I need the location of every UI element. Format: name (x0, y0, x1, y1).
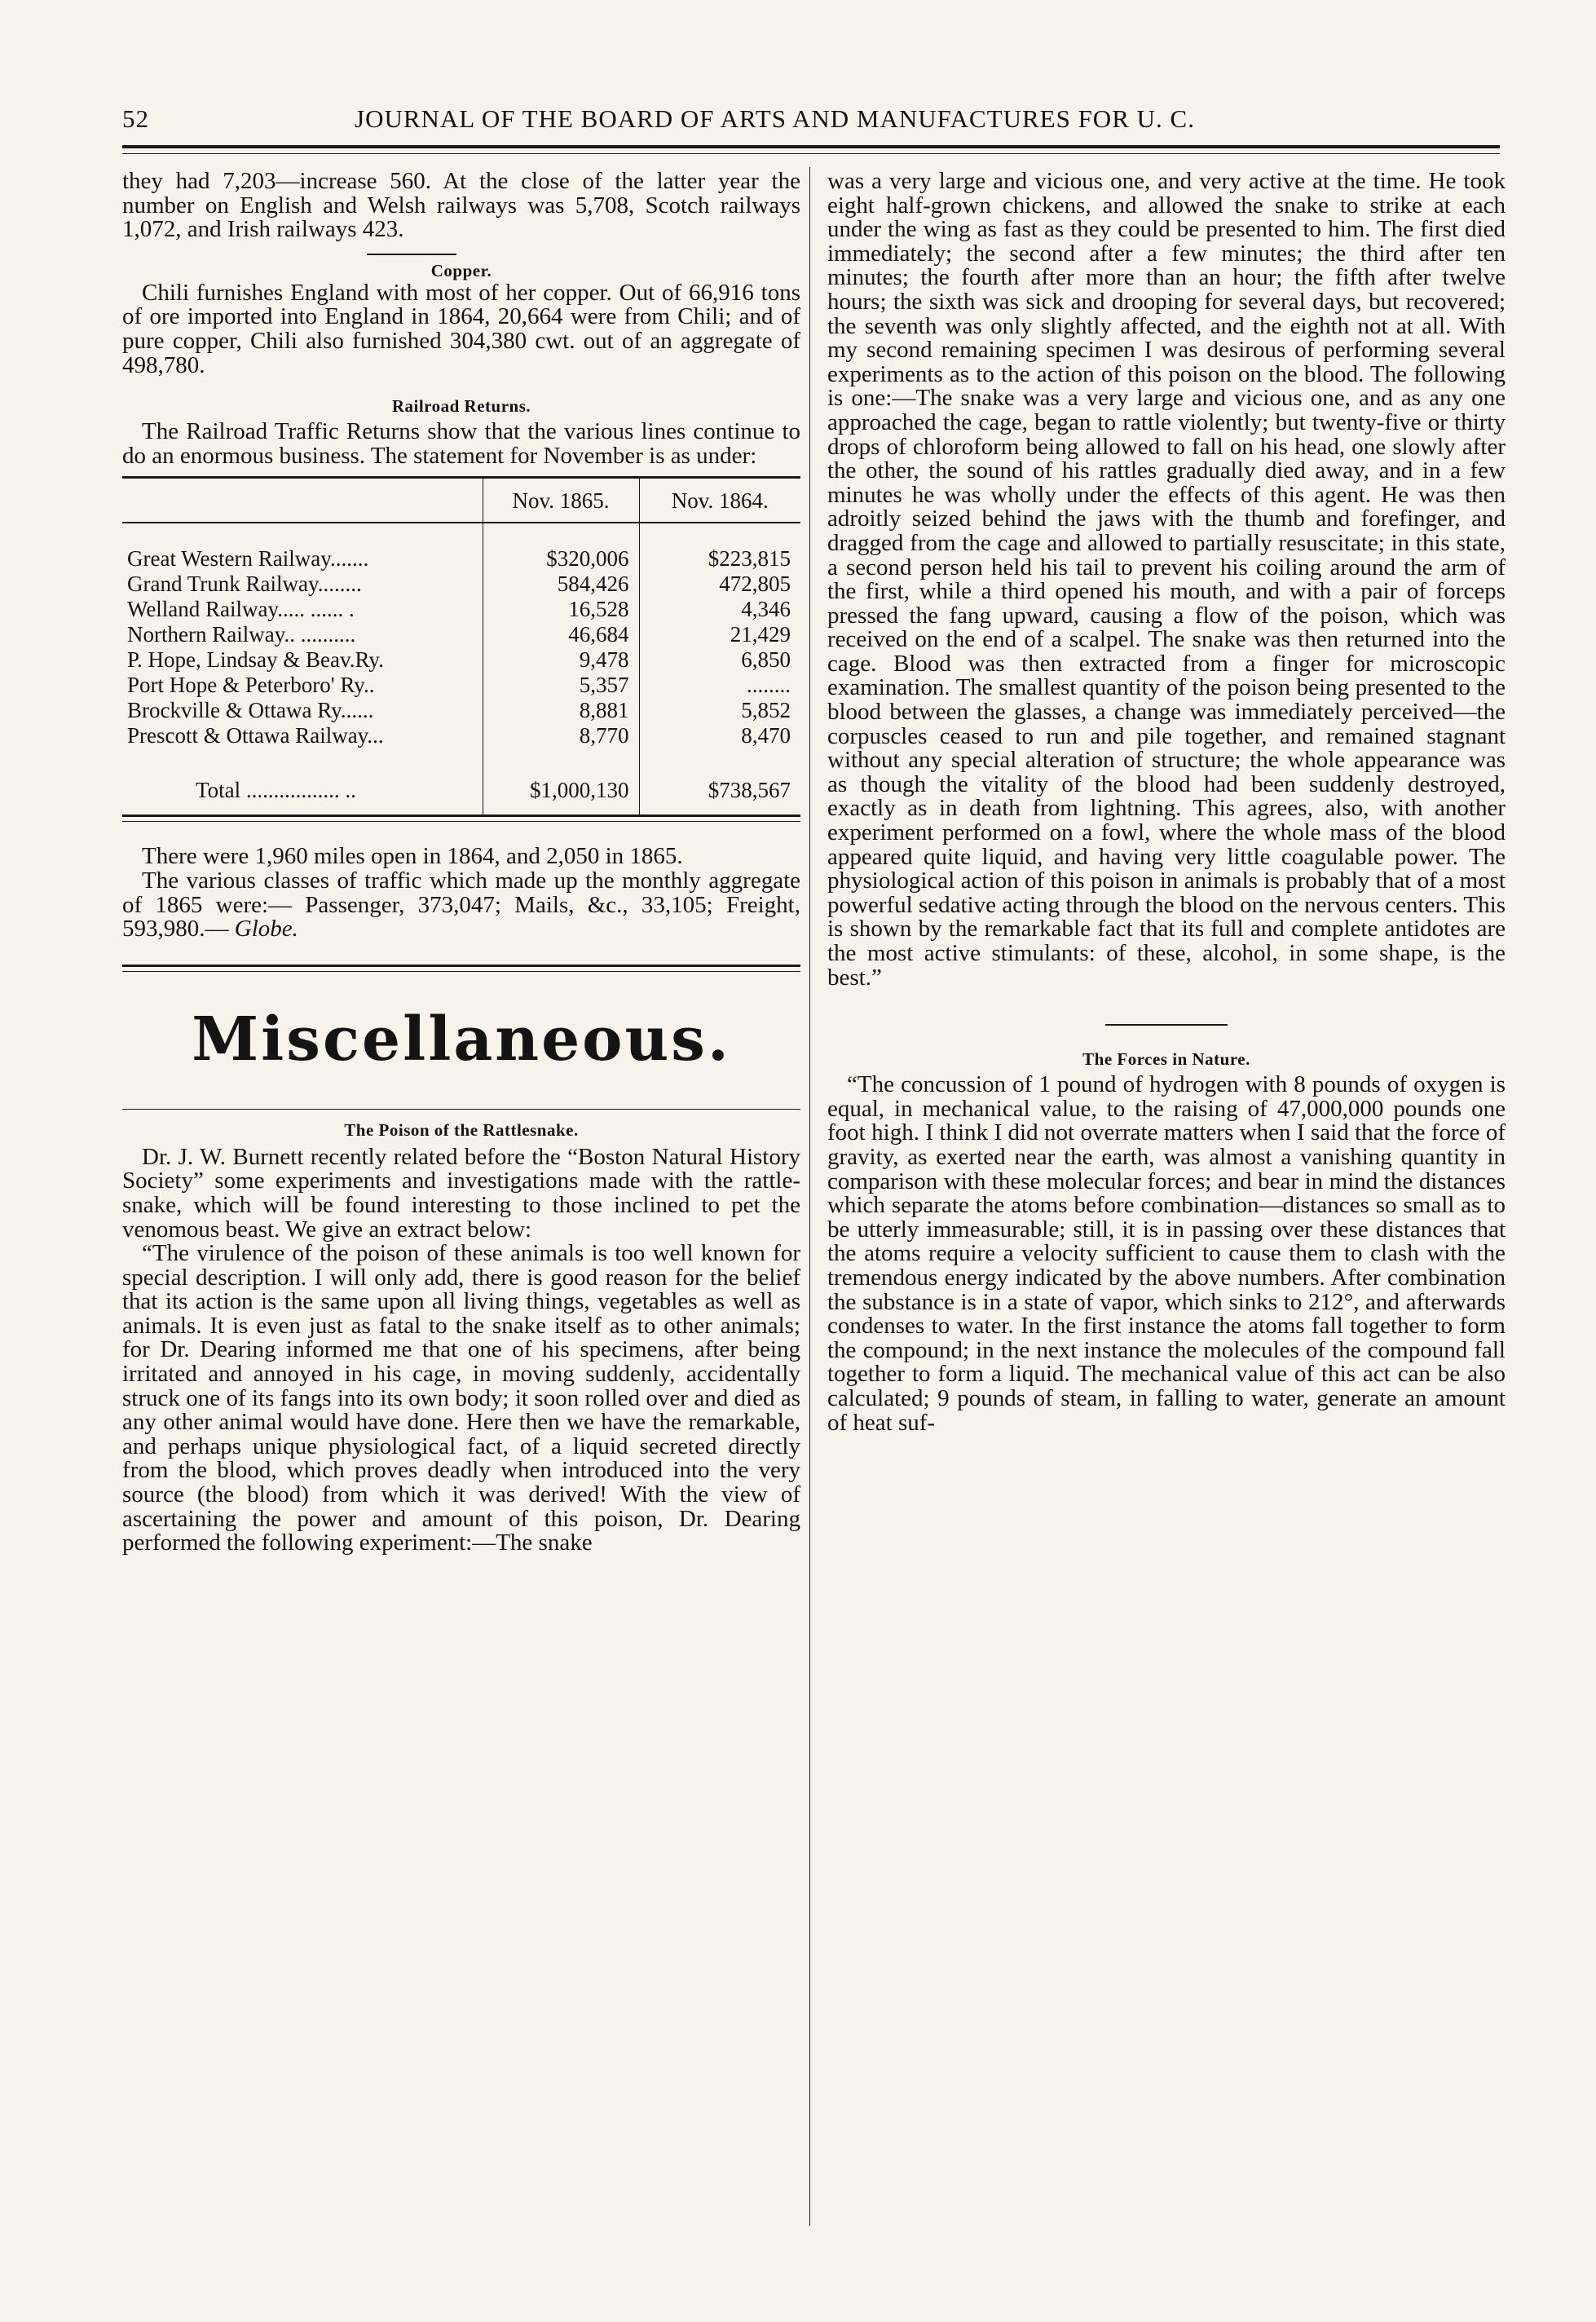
header-rule-thick (122, 145, 1500, 148)
table-rule-bottom (122, 814, 800, 817)
railway-name: Welland Railway..... ...... . (127, 597, 355, 622)
intro-paragraph: they had 7,203—increase 560. At the close of the latter year the number on English and Welsh railways was 5,708, Scotch railways 1,072, and Irish railways 423. (122, 168, 800, 243)
traffic-source: Globe. (234, 916, 298, 942)
value-1865: 16,528 (483, 597, 639, 622)
value-1864: 8,470 (639, 723, 800, 748)
table-row (122, 723, 800, 748)
page-number: 52 (122, 104, 149, 133)
journal-title: JOURNAL OF THE BOARD OF ARTS AND MANUFACTURES FOR U. C. (355, 104, 1195, 133)
total-1864: $738,567 (639, 771, 800, 814)
copper-heading: Copper. (430, 260, 492, 280)
table-row (122, 572, 800, 597)
value-1865: 8,881 (483, 698, 639, 723)
forces-paragraph: “The concussion of 1 pound of hydrogen with 8 pounds of oxygen is equal, in mechanical value, to the raising of 47,000,000 pounds one foot high. I think I did not overrate matters when I said that the force of gravity, as exerted near the earth, was almost a vanishing quantity in comparison with these molecular forces; and bear in mind the distances which separate the atoms before combination—distances so small as to be utterly immeasurable; still, it is in passing over these distances that the atoms require a velocity sufficient to cause them to clash with the tremendous energy indicated by the above numbers. After combination the substance is in a state of vapor, which sinks to 212°, and afterwards condenses to water. In the first instance the atoms fall together to form the compound; in the next instance the molecules of the compound fall together to form a liquid. The mechanical value of this act can be also calculated; 9 pounds of steam, in falling to water, generate an amount of heat suf- (827, 1071, 1506, 1436)
value-1865: $320,006 (483, 546, 639, 572)
traffic-text: The various classes of traffic which made up the monthly aggregate of 1865 were:— Passenger, 373,047; Mails, &c., 33,105; Freight, 593,980.— (122, 867, 800, 942)
railway-name: Grand Trunk Railway........ (127, 572, 362, 597)
total-label: Total ................. .. (196, 778, 356, 803)
value-1865: 8,770 (483, 723, 639, 748)
railroad-returns-table (122, 479, 800, 814)
value-1864: 4,346 (639, 597, 800, 622)
value-1864: 6,850 (639, 647, 800, 673)
traffic-paragraph (122, 869, 800, 942)
header-rule-thin (122, 153, 1500, 154)
table-row (122, 546, 800, 572)
railway-name: Port Hope & Peterboro' Ry.. (127, 673, 375, 698)
table-row (122, 622, 800, 647)
poison-paragraph-1: Dr. J. W. Burnett recently related before the “Boston Natural History Society” some experiments and investigations made with the rattle-snake, which will be found interesting to those inclined to pet the venomous beast. We give an extract below: (122, 1143, 800, 1243)
table-row (122, 698, 800, 723)
railway-name: Brockville & Ottawa Ry...... (127, 698, 374, 723)
table-row (122, 673, 800, 698)
value-1865: 5,357 (483, 673, 639, 698)
section-rule-thick (122, 965, 800, 967)
running-header (122, 104, 1492, 140)
railway-name: Prescott & Ottawa Railway... (127, 723, 384, 748)
railway-name: P. Hope, Lindsay & Beav.Ry. (127, 647, 384, 673)
right-column (827, 170, 1506, 1435)
total-1865: $1,000,130 (483, 771, 639, 814)
value-1864: 5,852 (639, 698, 800, 723)
column-separator (809, 167, 810, 2226)
table-row (122, 647, 800, 673)
left-column (122, 170, 800, 1556)
copper-paragraph: Chili furnishes England with most of her copper. Out of 66,916 tons of ore imported into England in 1864, 20,664 were from Chili; and of pure copper, Chili also furnished 304,380 cwt. out of an aggregate of 498,780. (122, 279, 800, 378)
table-row (122, 597, 800, 622)
value-1865: 46,684 (483, 622, 639, 647)
table-total-row (122, 771, 800, 814)
value-1865: 584,426 (483, 572, 639, 597)
column-header-1864: Nov. 1864. (639, 479, 800, 522)
miscellaneous-heading: Miscellaneous. (192, 1004, 731, 1075)
value-1864: 21,429 (639, 622, 800, 647)
miles-paragraph: There were 1,960 miles open in 1864, and 2,050 in 1865. (142, 843, 683, 870)
forces-heading: The Forces in Nature. (1082, 1049, 1250, 1070)
railroad-paragraph: The Railroad Traffic Returns show that the various lines continue to do an enormous business. The statement for November is as under: (122, 418, 800, 469)
poison-continuation: was a very large and vicious one, and very active at the time. He took eight half-grown chickens, and allowed the snake to strike at each under the wing as fast as they could be presented to him. The first died immediately; the second after a few minutes; the third after ten minutes; the fourth after more than an hour; the fifth after twelve hours; the sixth was sick and drooping for several days, but recovered; the seventh was only slightly affected, and the eighth not at all. With my second remaining specimen I was desirous of performing several experiments as to the action of this poison on the blood. The following is one:—The snake was a very large and vicious one, and as any one approached the cage, began to rattle violently; but twenty-five or thirty drops of chloroform being allowed to fall on his head, one slowly after the other, the sound of his rattles gradually died away, and in a few minutes he was wholly under the effects of this agent. He was then adroitly seized behind the jaws with the thumb and forefinger, and dragged from the cage and allowed to partially resuscitate; in this state, a second person held his tail to prevent his coiling around the arm of the first, while a third opened his mouth, and with a pair of forceps pressed the fang upward, causing a flow of the poison, which was received on the end of a scalpel. The snake was then returned into the cage. Blood was then extracted from a finger for microscopic examination. The smallest quantity of the poison being presented to the blood between the glasses, a change was immediately perceived—the corpuscles ceased to run and pile together, and remained stagnant without any special alteration of structure; the whole appearance was as though the vitality of the blood had been suddenly destroyed, exactly as in death from lightning. This agrees, also, with another experiment performed on a fowl, where the whole mass of the blood appeared quite liquid, and having very little coagulable power. The physiological action of this poison in animals is probably that of a most powerful sedative acting through the blood on the nervous centers. This is shown by the remarkable fact that its full and complete antidotes are the most active stimulants: of these, alcohol, in some shape, is the best.” (827, 168, 1506, 991)
value-1864: $223,815 (639, 546, 800, 572)
value-1864: ........ (639, 673, 800, 698)
poison-heading: The Poison of the Rattlesnake. (344, 1119, 579, 1140)
value-1865: 9,478 (483, 647, 639, 673)
table-header-row (122, 479, 800, 522)
poison-paragraph-2: “The virulence of the poison of these animals is too well known for special description. I will only add, there is good reason for the belief that its action is the same upon all living things, vegetables as well as animals. It is even just as fatal to the snake itself as to other animals; for Dr. Dearing informed me that one of his specimens, after being irritated and annoyed in his cage, in moving suddenly, accidentally struck one of its fangs into its own body; it soon rolled over and died as any other animal would have done. Here then we have the remarkable, and perhaps unique physiological fact, of a liquid secreted directly from the blood, which proves deadly when introduced into the very source (the blood) from which it was derived! With the view of ascertaining the power and amount of this poison, Dr. Dearing performed the following experiment:—The snake (122, 1240, 800, 1556)
column-header-1865: Nov. 1865. (483, 479, 639, 522)
value-1864: 472,805 (639, 572, 800, 597)
railway-name: Northern Railway.. .......... (127, 622, 356, 647)
railroad-heading: Railroad Returns. (391, 396, 531, 417)
railway-name: Great Western Railway....... (127, 546, 369, 572)
